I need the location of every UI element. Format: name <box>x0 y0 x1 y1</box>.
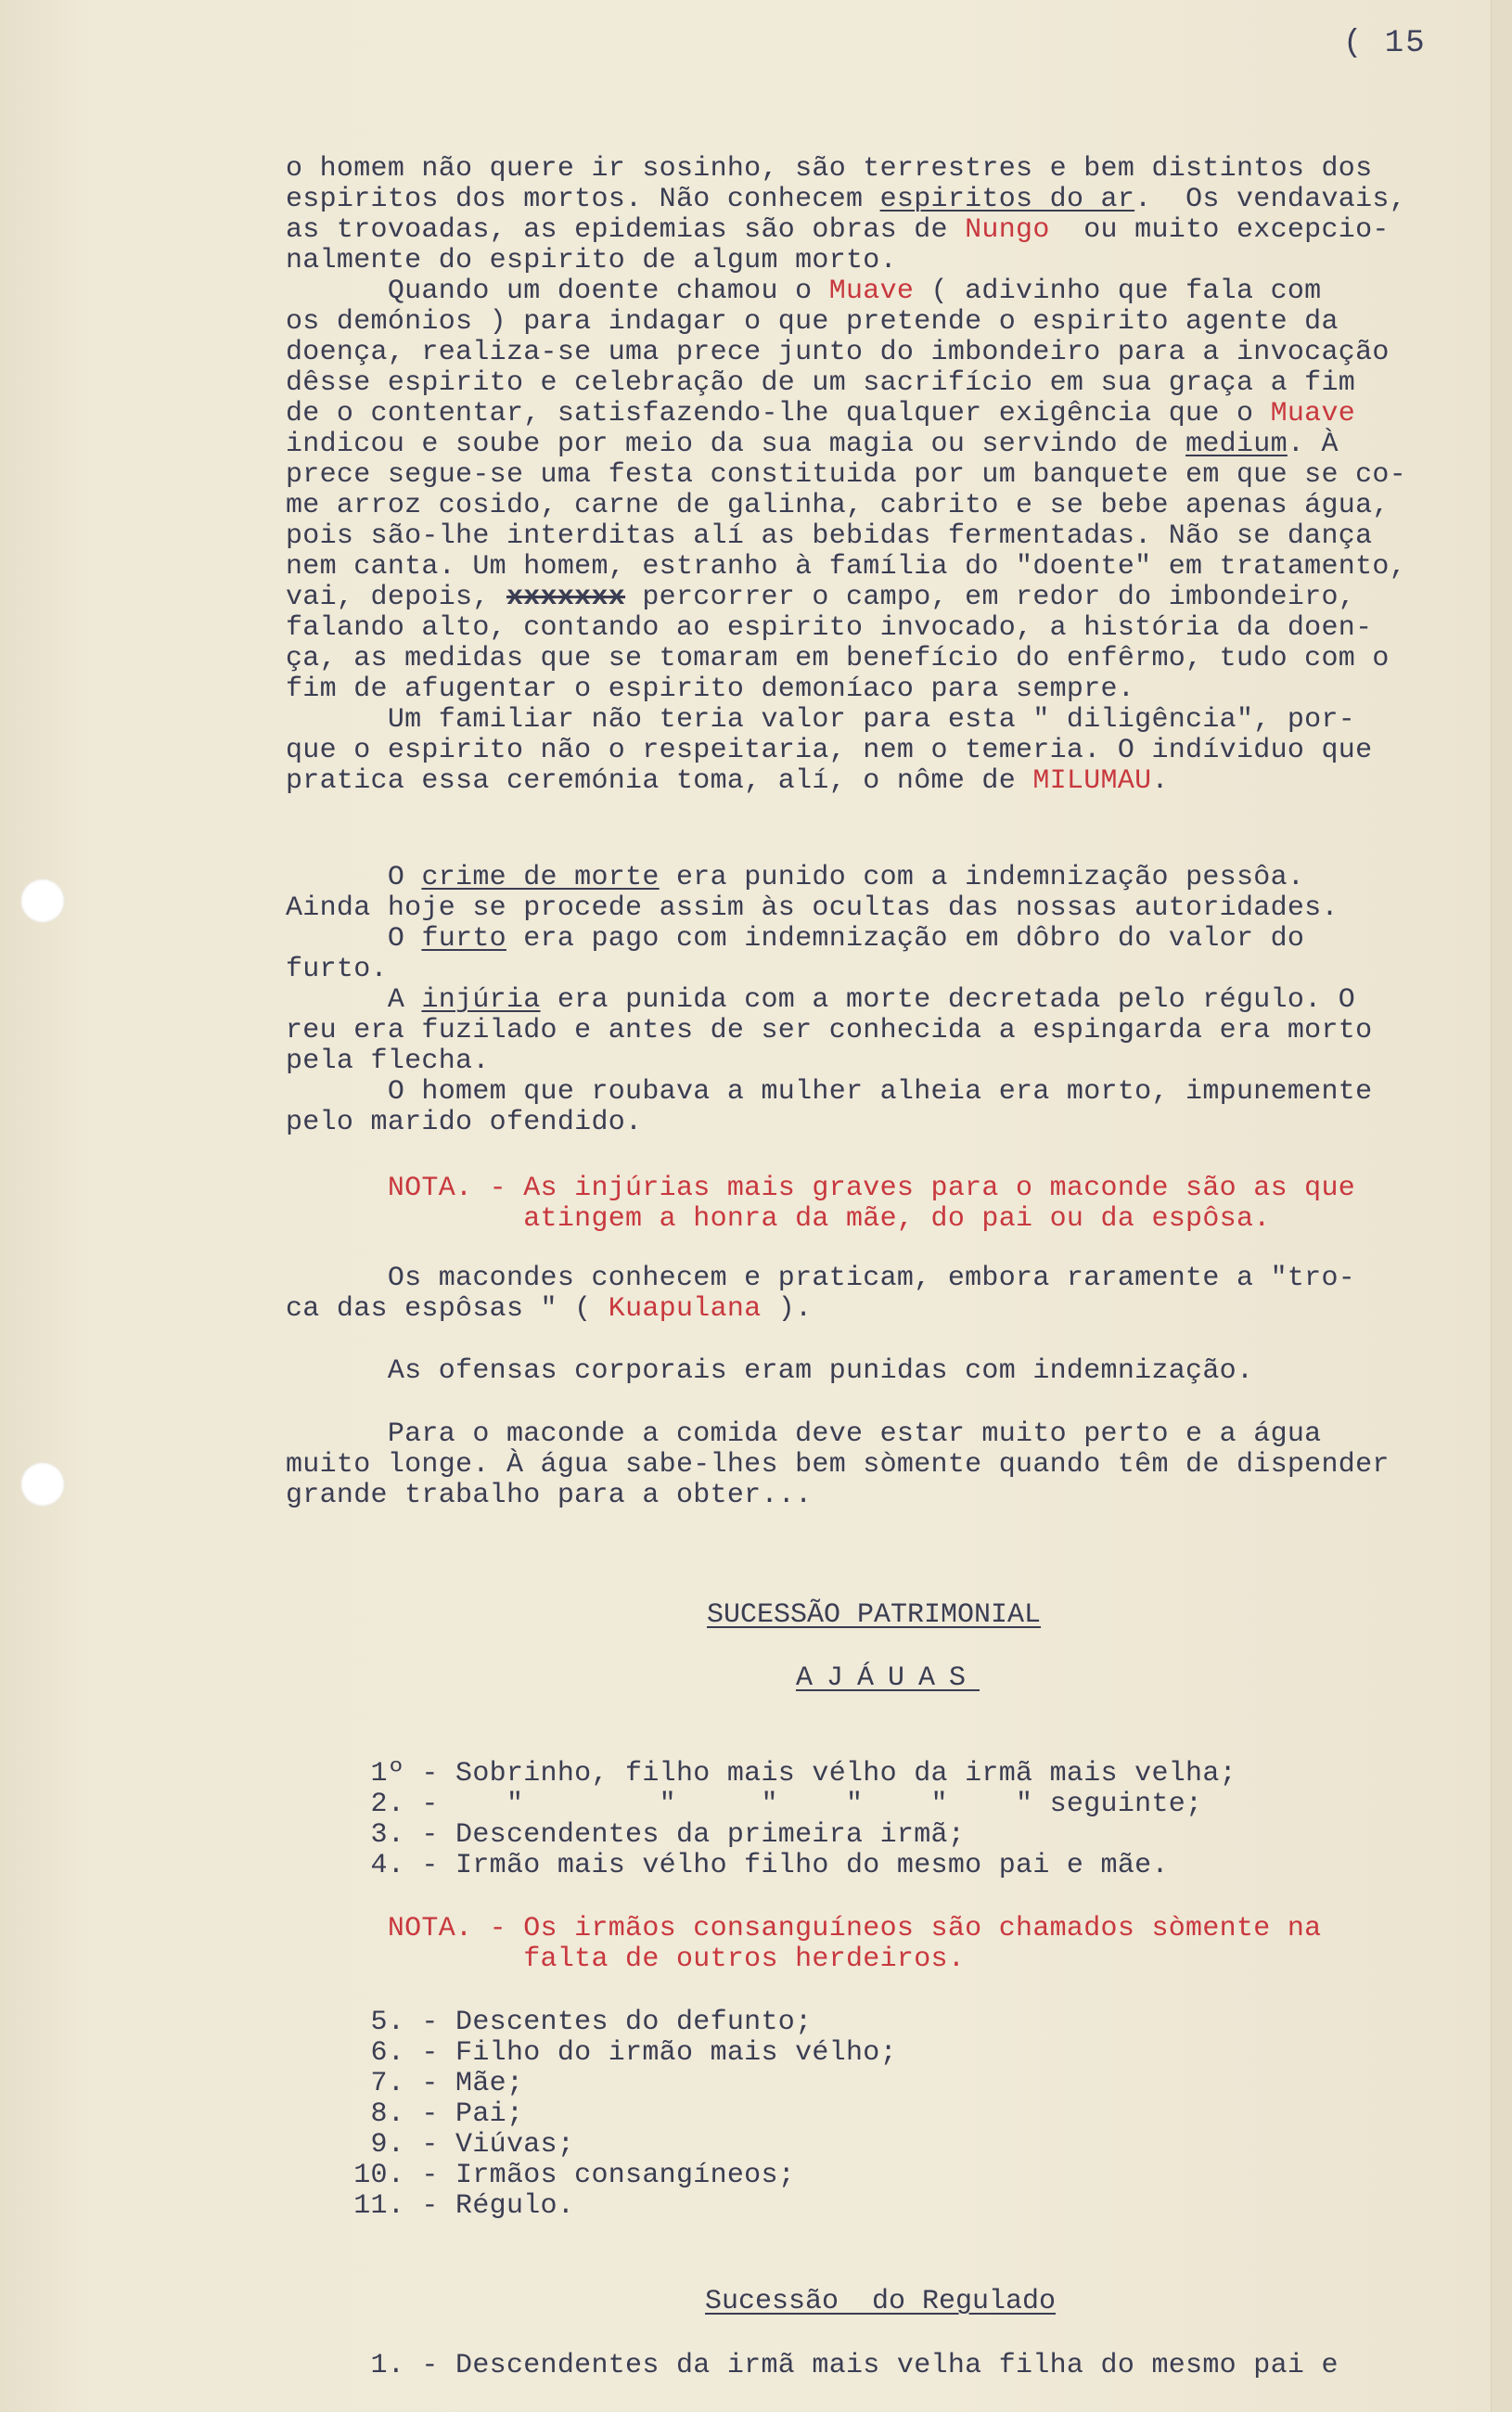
text-line <box>286 674 1134 705</box>
text-line <box>286 552 1406 583</box>
text-line: 10. - Irmãos consangíneos; <box>286 2160 796 2191</box>
text-segment: Quando um doente chamou o <box>286 276 829 307</box>
text-segment: ). <box>761 1293 813 1325</box>
text-segment: pela flecha. <box>286 1046 490 1077</box>
text-line <box>286 430 1339 460</box>
text-segment: . Os vendavais, <box>1134 184 1407 215</box>
text-line: 1º - Sobrinho, filho mais vélho da irmã mais velha; <box>286 1758 1237 1790</box>
text-line <box>286 1016 1372 1046</box>
page-edge <box>1491 0 1512 2412</box>
text-line <box>286 955 388 985</box>
text-segment: vai, depois, <box>286 582 506 613</box>
text-segment: ( adivinho que fala com <box>914 276 1322 307</box>
text-segment: pois são-lhe interditas alí as bebidas fermentadas. Não se dança <box>286 520 1373 552</box>
text-segment: o homem não quere ir sosinho, são terrestres e bem distintos dos <box>286 153 1373 185</box>
text-line <box>286 1077 1372 1108</box>
text-line <box>286 491 1390 521</box>
text-line <box>286 863 1304 893</box>
underlined-term: crime de morte <box>421 862 660 893</box>
text-line <box>286 924 1304 955</box>
text-segment: falando alto, contando ao espirito invocado, a história da doen- <box>286 612 1373 644</box>
text-segment: pelo marido ofendido. <box>286 1107 643 1138</box>
text-segment: indicou e soube por meio da sua magia ou servindo de <box>286 429 1186 460</box>
text-line <box>286 1481 812 1511</box>
red-ink-term: Kuapulana <box>608 1293 762 1325</box>
text-line: 3. - Descendentes da primeira irmã; <box>286 1819 966 1851</box>
text-segment: As ofensas corporais eram punidas com indemnização. <box>286 1355 1254 1387</box>
text-segment: O <box>286 923 422 955</box>
text-line <box>286 1174 1355 1204</box>
text-segment: . À <box>1287 429 1339 460</box>
red-ink-term: Nungo <box>965 214 1050 246</box>
text-line <box>286 644 1390 674</box>
text-segment: doença, realiza-se uma prece junto do imbondeiro para a invocação <box>286 337 1390 368</box>
text-segment: que o espirito não o respeitaria, nem o temeria. O indíviduo que <box>286 735 1373 766</box>
text-segment: O homem que roubava a mulher alheia era morto, impunemente <box>286 1076 1373 1108</box>
text-segment: Os macondes conhecem e praticam, embora raramente a "tro- <box>286 1263 1356 1294</box>
text-line: 11. - Régulo. <box>286 2190 575 2222</box>
text-segment: fim de afugentar o espirito demoníaco para sempre. <box>286 674 1135 705</box>
red-ink-term: Muave <box>1270 398 1356 430</box>
text-segment: prece segue-se uma festa constituida por um banquete em que se co- <box>286 459 1406 491</box>
text-line <box>286 399 1355 430</box>
text-line <box>286 154 1372 185</box>
text-line <box>286 246 897 276</box>
text-segment: espiritos dos mortos. Não conhecem <box>286 184 880 215</box>
text-segment: era punida com a morte decretada pelo régulo. O <box>540 984 1356 1016</box>
text-line: 1. - Descendentes da irmã mais velha filha do mesmo pai e <box>286 2350 1339 2381</box>
text-segment: grande trabalho para a obter... <box>286 1480 813 1511</box>
heading-ajauas: AJÁUAS <box>796 1662 980 1694</box>
text-line <box>286 307 1339 338</box>
underlined-term: furto <box>421 923 506 955</box>
text-segment: os demónios ) para indagar o que pretende o espirito agente da <box>286 306 1339 338</box>
text-segment: ça, as medidas que se tomaram em benefício do enfêrmo, tudo com o <box>286 643 1390 674</box>
text-line <box>286 893 1339 924</box>
text-line <box>286 460 1406 491</box>
text-segment: O <box>286 862 422 893</box>
underlined-term: injúria <box>421 984 541 1016</box>
text-line <box>286 766 1169 797</box>
text-segment: me arroz cosido, carne de galinha, cabrito e se bebe apenas água, <box>286 490 1390 521</box>
text-line <box>286 1204 1271 1235</box>
punch-hole <box>20 879 65 923</box>
red-ink-term: atingem a honra da mãe, do pai ou da espôsa. <box>286 1203 1271 1235</box>
text-line <box>286 1108 642 1138</box>
text-line: 9. - Viúvas; <box>286 2129 575 2161</box>
text-line <box>286 215 1390 246</box>
heading-sucessao-regulado: Sucessão do Regulado <box>705 2286 1057 2317</box>
text-segment: era punido com a indemnização pessôa. <box>659 862 1305 893</box>
text-line <box>286 985 1355 1016</box>
text-line: 6. - Filho do irmão mais vélho; <box>286 2037 897 2069</box>
red-ink-term: Muave <box>828 276 915 307</box>
text-segment: dêsse espirito e celebração de um sacrifício em sua graça a fim <box>286 367 1356 399</box>
text-segment: de o contentar, satisfazendo-lhe qualquer exigência que o <box>286 398 1271 430</box>
text-segment: Ainda hoje se procede assim às ocultas das nossas autoridades. <box>286 892 1339 924</box>
page-number: ( 15 <box>1343 26 1427 61</box>
text-line: 4. - Irmão mais vélho filho do mesmo pai e mãe. <box>286 1850 1169 1881</box>
text-segment: ou muito excepcio- <box>1049 214 1390 246</box>
text-line <box>286 521 1372 552</box>
text-segment: pratica essa ceremónia toma, alí, o nôme de <box>286 765 1033 797</box>
text-line: NOTA. - Os irmãos consanguíneos são chamados sòmente na <box>286 1913 1322 1944</box>
text-line: 7. - Mãe; <box>286 2068 524 2099</box>
text-line: 8. - Pai; <box>286 2098 524 2130</box>
text-line <box>286 1419 1321 1450</box>
text-line <box>286 338 1390 368</box>
text-segment: percorrer o campo, em redor do imbondeiro, <box>625 582 1356 613</box>
underlined-term: medium <box>1185 429 1288 460</box>
text-line <box>286 1046 490 1077</box>
text-segment: ca das espôsas " ( <box>286 1293 609 1325</box>
text-segment: furto. <box>286 954 388 985</box>
text-segment: nalmente do espirito de algum morto. <box>286 245 897 276</box>
text-segment: as trovoadas, as epidemias são obras de <box>286 214 966 246</box>
text-line: falta de outros herdeiros. <box>286 1944 966 1975</box>
text-segment: nem canta. Um homem, estranho à família do "doente" em tratamento, <box>286 551 1406 583</box>
text-line <box>286 1450 1390 1481</box>
text-segment: Para o maconde a comida deve estar muito perto e a água <box>286 1418 1322 1450</box>
text-segment: muito longe. À água sabe-lhes bem sòmente quando têm de dispender <box>286 1449 1390 1481</box>
text-line <box>286 1294 812 1325</box>
text-segment: . <box>1151 765 1169 797</box>
text-segment: era pago com indemnização em dôbro do valor do <box>506 923 1305 955</box>
text-line <box>286 613 1372 644</box>
text-line: 2. - " " " " " " seguinte; <box>286 1789 1203 1820</box>
text-line <box>286 705 1355 736</box>
text-line <box>286 1356 1253 1387</box>
text-line <box>286 736 1372 766</box>
text-line <box>286 583 1355 613</box>
text-line: 5. - Descentes do defunto; <box>286 2007 813 2038</box>
text-line <box>286 368 1355 399</box>
text-line <box>286 276 1322 307</box>
text-segment: reu era fuzilado e antes de ser conhecida a espingarda era morto <box>286 1015 1373 1046</box>
red-ink-term: MILUMAU <box>1032 765 1152 797</box>
red-ink-term: NOTA. - As injúrias mais graves para o maconde são as que <box>286 1173 1356 1204</box>
text-line <box>286 1264 1355 1294</box>
punch-hole <box>20 1462 65 1507</box>
text-segment: Um familiar não teria valor para esta " diligência", por- <box>286 704 1356 736</box>
text-segment: A <box>286 984 422 1016</box>
underlined-term: espiritos do ar <box>879 184 1135 215</box>
text-line <box>286 185 1406 215</box>
struck-word: xxxxxxx <box>506 582 626 613</box>
heading-sucessao-patrimonial: SUCESSÃO PATRIMONIAL <box>707 1599 1042 1631</box>
